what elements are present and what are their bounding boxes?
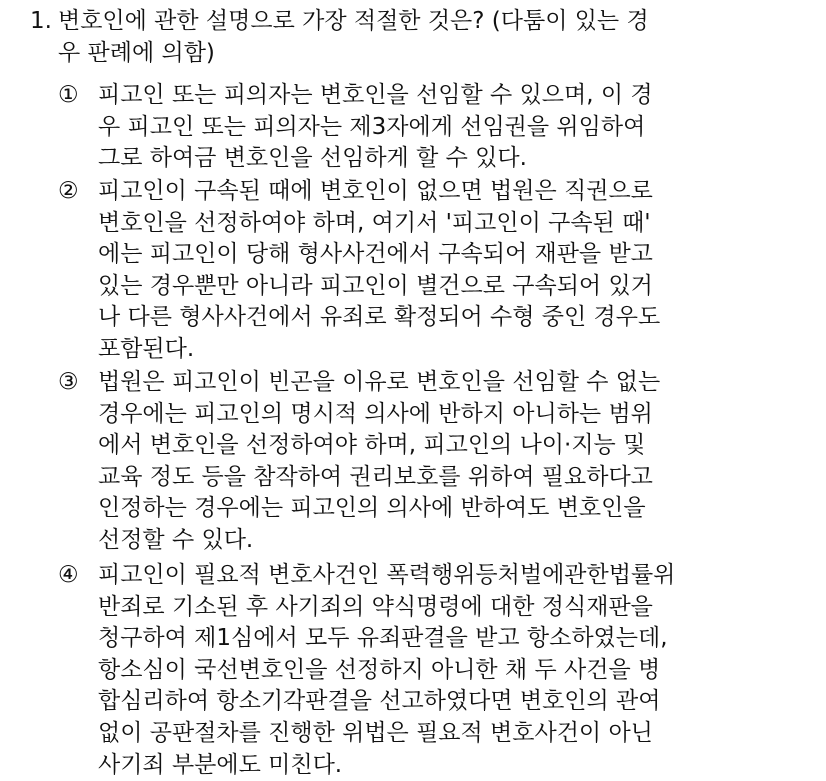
option-marker: ③ — [58, 369, 79, 395]
option-line: 법원은 피고인이 빈곤을 이유로 변호인을 선임할 수 없는 — [98, 369, 661, 395]
option-line: 사기죄 부분에도 미친다. — [98, 751, 343, 778]
option-marker: ④ — [58, 562, 79, 588]
question-stem — [58, 6, 649, 69]
option-line: 합심리하여 항소기각판결을 선고하였다면 변호인의 관여 — [98, 688, 661, 715]
option-marker: ② — [58, 178, 79, 204]
option-1[interactable] — [58, 80, 653, 175]
option-3[interactable] — [58, 367, 660, 557]
option-line: 우 피고인 또는 피의자는 제3자에게 선임권을 위임하여 — [98, 113, 646, 140]
option-line: 선정할 수 있다. — [98, 526, 254, 553]
question-line: 변호인에 관한 설명으로 가장 적절한 것은? (다툼이 있는 경 — [58, 8, 649, 34]
option-line: 있는 경우뿐만 아니라 피고인이 별건으로 구속되어 있거 — [98, 272, 653, 299]
question — [30, 6, 649, 69]
option-line: 없이 공판절차를 진행한 위법은 필요적 변호사건이 아닌 — [98, 719, 653, 746]
option-line: 경우에는 피고인의 명시적 의사에 반하지 아니하는 범위 — [98, 400, 653, 427]
option-line: 포함된다. — [98, 335, 195, 362]
option-line: 피고인이 구속된 때에 변호인이 없으면 법원은 직권으로 — [98, 178, 653, 204]
option-line: 청구하여 제1심에서 모두 유죄판결을 받고 항소하였는데, — [98, 625, 668, 652]
option-line: 항소심이 국선변호인을 선정하지 아니한 채 두 사건을 병 — [98, 656, 661, 683]
question-number: 1. — [30, 8, 52, 34]
question-line: 우 판례에 의함) — [58, 39, 215, 66]
option-line: 피고인 또는 피의자는 변호인을 선임할 수 있으며, 이 경 — [98, 82, 653, 108]
option-line: 변호인을 선정하여야 하며, 여기서 '피고인이 구속된 때' — [98, 209, 651, 236]
option-line: 에는 피고인이 당해 형사사건에서 구속되어 재판을 받고 — [98, 241, 653, 268]
option-line: 에서 변호인을 선정하여야 하며, 피고인의 나이·지능 및 — [98, 432, 646, 459]
option-line: 나 다른 형사사건에서 유죄로 확정되어 수형 중인 경우도 — [98, 304, 661, 331]
option-2[interactable] — [58, 176, 660, 366]
option-marker: ① — [58, 82, 79, 108]
option-line: 교육 정도 등을 참작하여 권리보호를 위하여 필요하다고 — [98, 463, 653, 490]
option-line: 피고인이 필요적 변호사건인 폭력행위등처벌에관한법률위 — [98, 562, 676, 588]
option-line: 반죄로 기소된 후 사기죄의 약식명령에 대한 정식재판을 — [98, 593, 653, 620]
option-line: 인정하는 경우에는 피고인의 의사에 반하여도 변호인을 — [98, 495, 646, 522]
option-4[interactable] — [58, 560, 675, 781]
option-line: 그로 하여금 변호인을 선임하게 할 수 있다. — [98, 145, 527, 172]
